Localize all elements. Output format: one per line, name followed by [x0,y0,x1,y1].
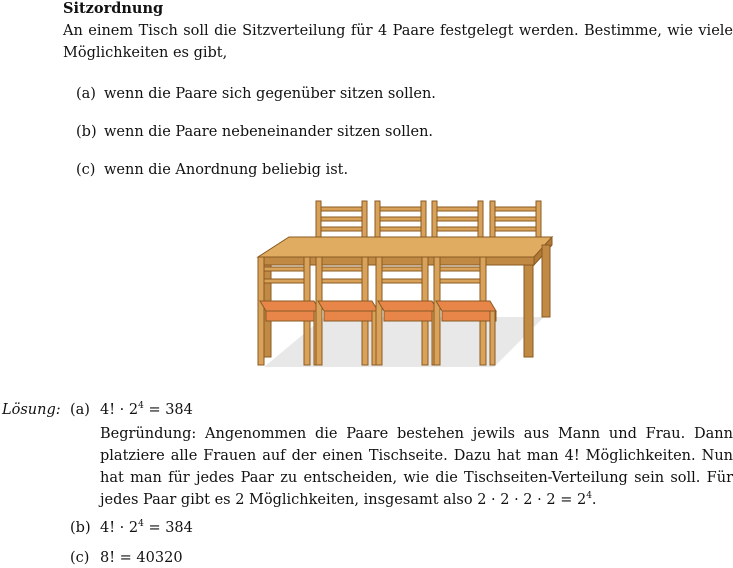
item-text: wenn die Anordnung beliebig ist. [104,162,349,178]
task-item-c [76,160,348,180]
solution-exponent: 4 [138,519,144,530]
item-label: (b) [76,124,97,140]
solution-b [70,518,193,538]
task-intro: An einem Tisch soll die Sitzverteilung für 4 Paare festgelegt werden. Bestimme, wie viele Möglichkeiten es gibt, [63,23,733,61]
solution-exponent: 4 [138,401,144,412]
solution-formula: 4! · 2 [100,520,139,536]
item-label: (c) [76,162,96,178]
reasoning-text: Begründung: Angenommen die Paare bestehen jewils aus Mann und Frau. Dann platziere alle Frauen auf der einen Tischseite. Dazu hat man 4! Möglichkeiten. Nun hat man für jedes Paar zu entscheiden, wie die Tischseiten-Verteilung sein soll. Für jedes Paar gibt es 2 Möglichkeiten, insgesamt also 2 · 2 · 2 · 2 = 2 [100,426,733,508]
solution-reasoning [100,423,733,511]
task-item-a [76,84,436,104]
item-text: wenn die Paare sich gegenüber sitzen sollen. [104,86,436,102]
solution-a [70,400,193,420]
reasoning-end: . [591,492,597,508]
solution-label: (b) [70,520,91,536]
item-text: wenn die Paare nebeneinander sitzen sollen. [104,124,434,140]
reasoning-exponent: 4 [586,491,592,502]
solution-label: (a) [70,402,90,418]
task-item-b [76,122,433,142]
solution-heading: Lösung: [2,402,61,418]
solution-result: = 384 [143,402,193,418]
solution-formula: 4! · 2 [100,402,139,418]
solution-label: (c) [70,550,90,566]
table-chairs-illustration [244,195,557,370]
solution-formula: 8! = 40320 [100,550,183,566]
solution-result: = 384 [143,520,193,536]
task-title: Sitzordnung [63,0,164,17]
solution-c [70,548,183,568]
item-label: (a) [76,86,96,102]
